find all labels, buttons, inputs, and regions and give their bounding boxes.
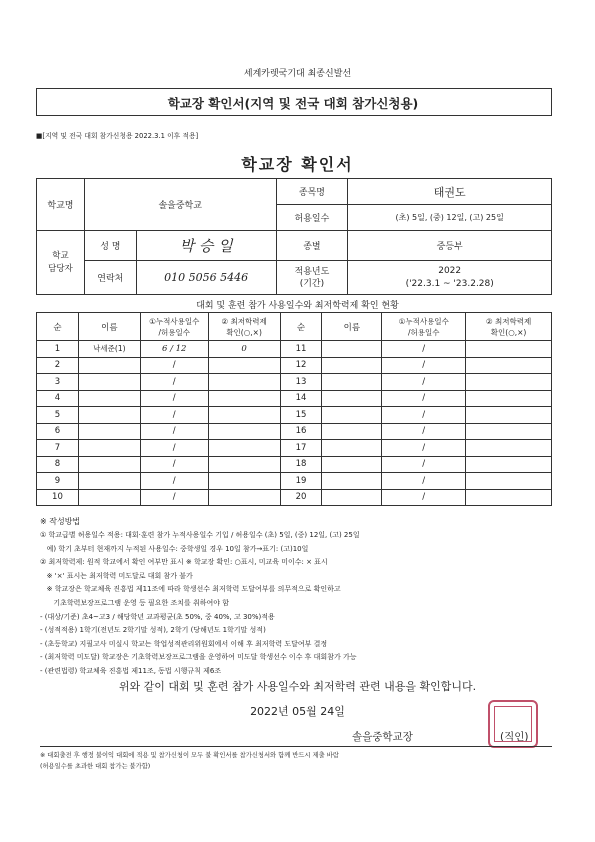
form-title: 학교장 확인서 <box>241 155 354 174</box>
col-days-right-2: /허용일수 <box>407 327 440 337</box>
table-row <box>37 423 552 440</box>
table-row <box>37 473 552 490</box>
row-days: / <box>382 407 466 424</box>
manager-label-line2: 담당자 <box>48 263 73 274</box>
row-name <box>78 489 140 506</box>
period-label-line1: 적용년도 <box>294 266 330 277</box>
row-grade <box>466 423 552 440</box>
seal-label: (직인) <box>500 731 529 743</box>
school-value: 솔을중학교 <box>84 179 276 231</box>
row-no: 14 <box>280 390 322 407</box>
row-no: 18 <box>280 456 322 473</box>
manager-label-line1: 학교 <box>52 250 69 261</box>
col-days-left-1: ①누적사용일수 <box>149 316 200 326</box>
main-title: 학교장 확인서(지역 및 전국 대회 참가신청용) <box>167 96 419 111</box>
method-line: ② 최저학력제: 원적 학교에서 확인 여부만 표시 ※ 학교장 확인: ○표시, 미교육 미이수: × 표시 <box>40 558 328 567</box>
col-name-right: 이름 <box>322 313 382 341</box>
row-days: / <box>140 374 208 391</box>
row-name <box>322 390 382 407</box>
days-label: 허용일수 <box>276 205 348 231</box>
row-name <box>322 374 382 391</box>
method-line: ※ 학교장은 학교체육 진흥법 제11조에 따라 학생선수 최저학력 도달여부를 의무적으로 확인하고 <box>40 585 341 594</box>
row-grade <box>466 489 552 506</box>
principal-name: 솔을중학교장 <box>352 731 413 743</box>
period-label-line2: (기간) <box>299 278 325 289</box>
row-grade <box>208 407 280 424</box>
row-no: 6 <box>37 423 79 440</box>
level-label: 종별 <box>276 231 348 261</box>
row-name <box>322 423 382 440</box>
col-name-left: 이름 <box>78 313 140 341</box>
period-year: 2022 <box>438 265 462 276</box>
name-label: 성 명 <box>84 231 136 261</box>
row-no: 7 <box>37 440 79 457</box>
row-no: 19 <box>280 473 322 490</box>
row-grade <box>466 357 552 374</box>
footnote-divider <box>40 746 552 747</box>
col-grade-left-2: 확인(○,×) <box>226 327 262 337</box>
row-days: / <box>382 341 466 358</box>
row-days: / <box>382 390 466 407</box>
col-grade-left-1: ② 최저학력제 <box>221 316 267 326</box>
period-label <box>276 261 348 295</box>
footnote-2: (허용일수를 초과한 대회 참가는 불가함) <box>40 763 151 770</box>
row-name: 낙세준(1) <box>78 341 140 358</box>
row-name <box>322 357 382 374</box>
row-name <box>78 473 140 490</box>
table-row <box>37 456 552 473</box>
row-name <box>322 473 382 490</box>
row-grade <box>208 489 280 506</box>
status-heading: 대회 및 훈련 참가 사용일수와 최저학력제 확인 현황 <box>196 301 399 311</box>
row-no: 11 <box>280 341 322 358</box>
info-table <box>36 178 552 295</box>
row-no: 9 <box>37 473 79 490</box>
row-grade <box>208 357 280 374</box>
top-caption: 세계카렛국기대 최종신발선 <box>243 69 352 79</box>
row-name <box>322 489 382 506</box>
row-days: / <box>140 456 208 473</box>
method-line: - (초등학교) 지필고사 미실시 학교는 학업성적관리위원회에서 이해 후 최저학력 도달여부 결정 <box>40 639 328 648</box>
row-grade <box>208 390 280 407</box>
phone-label: 연락처 <box>84 261 136 295</box>
level-value: 중등부 <box>348 231 552 261</box>
row-no: 5 <box>37 407 79 424</box>
row-no: 12 <box>280 357 322 374</box>
method-line: ① 학교급별 허용일수 적용: 대회·훈련 참가 누적사용일수 기입 / 허용일수 (초) 5일, (중) 12일, (고) 25일 <box>40 531 360 539</box>
days-value: (초) 5일, (중) 12일, (고) 25일 <box>348 205 552 231</box>
row-grade <box>466 473 552 490</box>
table-row <box>37 489 552 506</box>
row-days: / <box>140 489 208 506</box>
row-days: / <box>140 357 208 374</box>
row-no: 10 <box>37 489 79 506</box>
row-no: 4 <box>37 390 79 407</box>
name-value: 박 승 일 <box>136 231 276 261</box>
confirm-date: 2022년 05월 24일 <box>250 705 345 718</box>
table-row <box>37 357 552 374</box>
col-grade-right <box>466 313 552 341</box>
col-days-left <box>140 313 208 341</box>
table-row <box>37 374 552 391</box>
row-name <box>322 341 382 358</box>
col-grade-right-1: ② 최저학력제 <box>485 316 532 326</box>
method-line: ※ '×' 표시는 최저학력 미도달로 대회 참가 불가 <box>40 571 193 580</box>
note-text: ■[지역 및 전국 대회 참가신청용 2022.3.1 이후 적용] <box>36 132 199 140</box>
row-grade <box>208 374 280 391</box>
col-no-left: 순 <box>37 313 79 341</box>
row-no: 3 <box>37 374 79 391</box>
row-days: / <box>382 357 466 374</box>
row-days: / <box>382 473 466 490</box>
col-no-right: 순 <box>280 313 322 341</box>
row-no: 20 <box>280 489 322 506</box>
row-days: / <box>140 423 208 440</box>
row-grade <box>466 407 552 424</box>
row-name <box>78 456 140 473</box>
row-days: / <box>140 390 208 407</box>
school-label: 학교명 <box>37 179 85 231</box>
method-title: ※ 작성방법 <box>40 517 81 526</box>
status-table <box>36 312 552 506</box>
table-row <box>37 341 552 358</box>
row-grade <box>208 456 280 473</box>
row-no: 8 <box>37 456 79 473</box>
row-days: 6 / 12 <box>140 341 208 358</box>
method-line: 기초학력보장프로그램 운영 등 필요한 조치를 취하여야 함 <box>40 598 229 607</box>
footnote-1: ※ 대회출전 후 행정 불이익 대회에 적용 및 참가신청이 모두 불 확인서를 참가신청서와 함께 반드시 제출 바람 <box>40 752 339 759</box>
col-days-left-2: /허용일수 <box>158 327 190 337</box>
row-days: / <box>382 489 466 506</box>
manager-label <box>37 231 85 295</box>
row-name <box>78 423 140 440</box>
row-no: 17 <box>280 440 322 457</box>
row-days: / <box>140 407 208 424</box>
row-grade <box>466 456 552 473</box>
method-line: - (성적적용) 1학기(전년도 2학기말 성적), 2학기 (당해년도 1학기말 성적) <box>40 626 266 635</box>
row-name <box>78 407 140 424</box>
period-range: ('22.3.1 ~ '23.2.28) <box>405 278 494 289</box>
col-grade-left <box>208 313 280 341</box>
row-days: / <box>140 473 208 490</box>
row-no: 2 <box>37 357 79 374</box>
row-no: 16 <box>280 423 322 440</box>
row-grade <box>466 341 552 358</box>
sport-value: 태권도 <box>348 179 552 205</box>
row-grade <box>466 440 552 457</box>
phone-value: 010 5056 5446 <box>136 261 276 295</box>
method-list <box>40 529 555 679</box>
table-row <box>37 390 552 407</box>
method-line: - (관련법령) 학교체육 진흥법 제11조, 동법 시행규칙 제6조 <box>40 666 222 675</box>
row-days: / <box>382 374 466 391</box>
row-grade <box>208 423 280 440</box>
method-line: - (최저학력 미도달) 학교장은 기초학력보장프로그램을 운영하여 미도달 학생선수 이수 후 대회참가 가능 <box>40 653 357 662</box>
row-no: 1 <box>37 341 79 358</box>
row-grade <box>466 390 552 407</box>
row-days: / <box>382 456 466 473</box>
method-line: - (대상/기준) 초4~고3 / 해당학년 교과평균(초 50%, 중 40%, 고 30%)적용 <box>40 612 275 621</box>
row-name <box>78 390 140 407</box>
col-days-right-1: ①누적사용일수 <box>398 316 449 326</box>
table-row <box>37 407 552 424</box>
row-name <box>322 407 382 424</box>
row-grade: 0 <box>208 341 280 358</box>
row-days: / <box>382 440 466 457</box>
row-grade <box>208 440 280 457</box>
row-days: / <box>382 423 466 440</box>
row-name <box>78 357 140 374</box>
row-name <box>78 374 140 391</box>
row-grade <box>208 473 280 490</box>
row-name <box>78 440 140 457</box>
row-grade <box>466 374 552 391</box>
period-value <box>348 261 552 295</box>
confirm-statement: 위와 같이 대회 및 훈련 참가 사용일수와 최저학력 관련 내용을 확인합니다. <box>118 680 477 693</box>
table-row <box>37 440 552 457</box>
row-name <box>322 440 382 457</box>
row-name <box>322 456 382 473</box>
row-no: 15 <box>280 407 322 424</box>
col-days-right <box>382 313 466 341</box>
row-no: 13 <box>280 374 322 391</box>
school-seal-stamp <box>488 700 538 748</box>
row-days: / <box>140 440 208 457</box>
col-grade-right-2: 확인(○,×) <box>490 327 527 337</box>
method-line: 예) 학기 초부터 현재까지 누적된 사용일수: 중학생일 경우 10일 참가→표기: (고)10일 <box>40 544 309 553</box>
sport-label: 종목명 <box>276 179 348 205</box>
